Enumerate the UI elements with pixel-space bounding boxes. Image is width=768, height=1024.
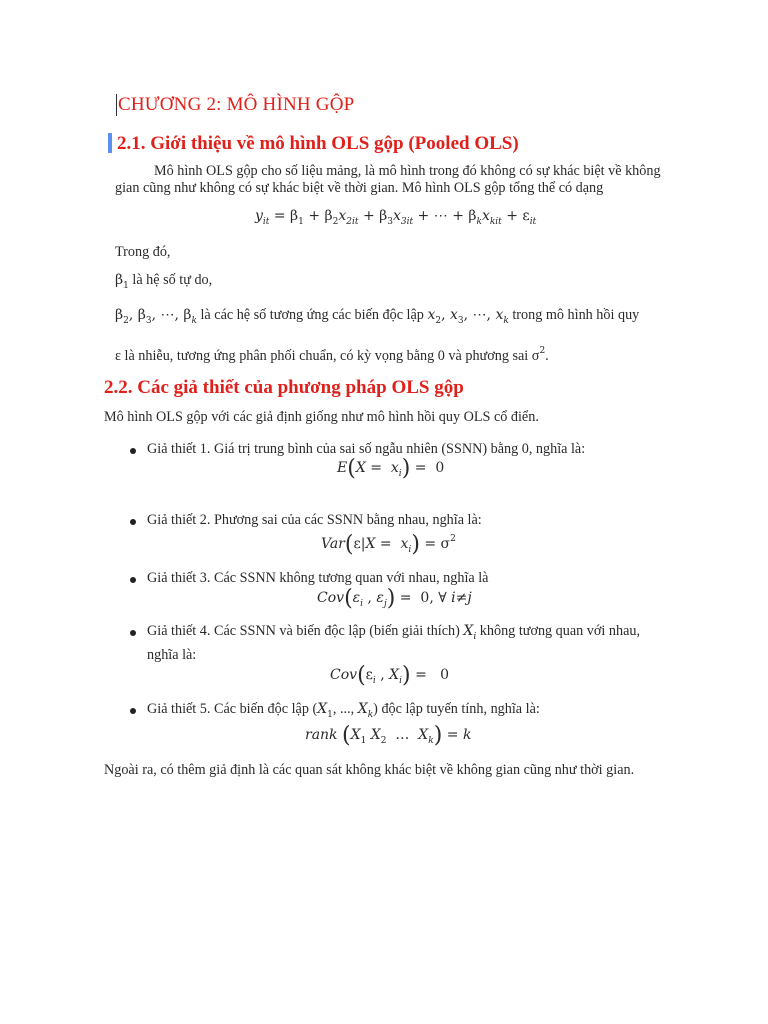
assumption-3-formula: $Cov(\varepsilon_i$ , $\varepsilon_j) = 0$, ∀ i≠j xyxy=(317,586,472,611)
bullet-3 xyxy=(130,577,136,583)
assumption-3-text: Giả thiết 3. Các SSNN không tương quan với nhau, nghĩa là xyxy=(147,570,489,586)
epsilon-description: ε là nhiễu, tương ứng phân phối chuẩn, có kỳ vọng bằng 0 và phương sai σ xyxy=(115,348,540,364)
section-2-heading: 2.2. Các giả thiết của phương pháp OLS gộp xyxy=(104,377,464,398)
assumption-2-text: Giả thiết 2. Phương sai của các SSNN bằng nhau, nghĩa là: xyxy=(147,512,482,528)
bullet-4 xyxy=(130,630,136,636)
where-label: Trong đó, xyxy=(115,244,171,260)
assumption-5-line: Giả thiết 5. Các biến độc lập ($X_1$, ..., $X_k$) độc lập tuyến tính, nghĩa là: xyxy=(147,701,540,720)
model-equation: $y_{it} = \beta_1 + \beta_2x_{2it} + \beta_3x_{3it}$ + ⋯ + $\beta_kx_{kit} + \varepsilon_{it}$ xyxy=(255,208,537,227)
assumption-1-formula: $E(X = x_i) = 0$ xyxy=(337,456,445,481)
betas-tail: trong mô hình hồi quy xyxy=(512,307,640,323)
section-2-intro: Mô hình OLS gộp với các giả định giống như mô hình hồi quy OLS cổ điển. xyxy=(104,409,539,425)
assumption-2-formula: $Var(\varepsilon|X = x_i) = \sigma^2$ xyxy=(321,532,456,557)
betas-description: là các hệ số tương ứng các biến độc lập xyxy=(200,307,424,323)
epsilon-line: ε là nhiễu, tương ứng phân phối chuẩn, có kỳ vọng bằng 0 và phương sai $\sigma^2$. xyxy=(115,346,549,364)
section-1-paragraph-line-2: gian cũng như không có sự khác biệt về thời gian. Mô hình OLS gộp tổng thể có dạng xyxy=(115,180,604,196)
beta1-description: là hệ số tự do, xyxy=(132,272,213,288)
bullet-1 xyxy=(130,448,136,454)
assumption-4-line-1: Giả thiết 4. Các SSNN và biến độc lập (biến giải thích) $X_i$ không tương quan với nhau, xyxy=(147,623,641,642)
closing-paragraph: Ngoài ra, có thêm giả định là các quan sát không khác biệt về không gian cũng như thời gian. xyxy=(104,762,635,778)
beta1-line: $\beta_1$ là hệ số tự do, xyxy=(115,272,213,291)
section-1-heading: 2.1. Giới thiệu về mô hình OLS gộp (Pooled OLS) xyxy=(117,133,519,154)
betas-line: $\beta_2$, $\beta_3$, ⋯, $\beta_k$ là các hệ số tương ứng các biến độc lập $x_2$, $x_3$, ⋯, $x_k$ trong mô hình hồi quy xyxy=(115,307,640,326)
assumption-4-line-2: nghĩa là: xyxy=(147,647,197,663)
text-cursor xyxy=(116,94,117,116)
assumption-5-formula: rank ($X_1$ $X_2$ … $X_k) = k$ xyxy=(305,723,472,748)
section-1-paragraph-line-1: Mô hình OLS gộp cho số liệu mảng, là mô hình trong đó không có sự khác biệt về không xyxy=(154,163,661,179)
assumption-4-formula: $Cov(\varepsilon_i$ , $X_i) = 0$ xyxy=(330,663,450,688)
assumption-1-text: Giả thiết 1. Giá trị trung bình của sai số ngẫu nhiên (SSNN) bằng 0, nghĩa là: xyxy=(147,441,586,457)
bullet-5 xyxy=(130,708,136,714)
heading-marker xyxy=(108,133,112,153)
chapter-title: CHƯƠNG 2: MÔ HÌNH GỘP xyxy=(118,94,355,115)
bullet-2 xyxy=(130,519,136,525)
